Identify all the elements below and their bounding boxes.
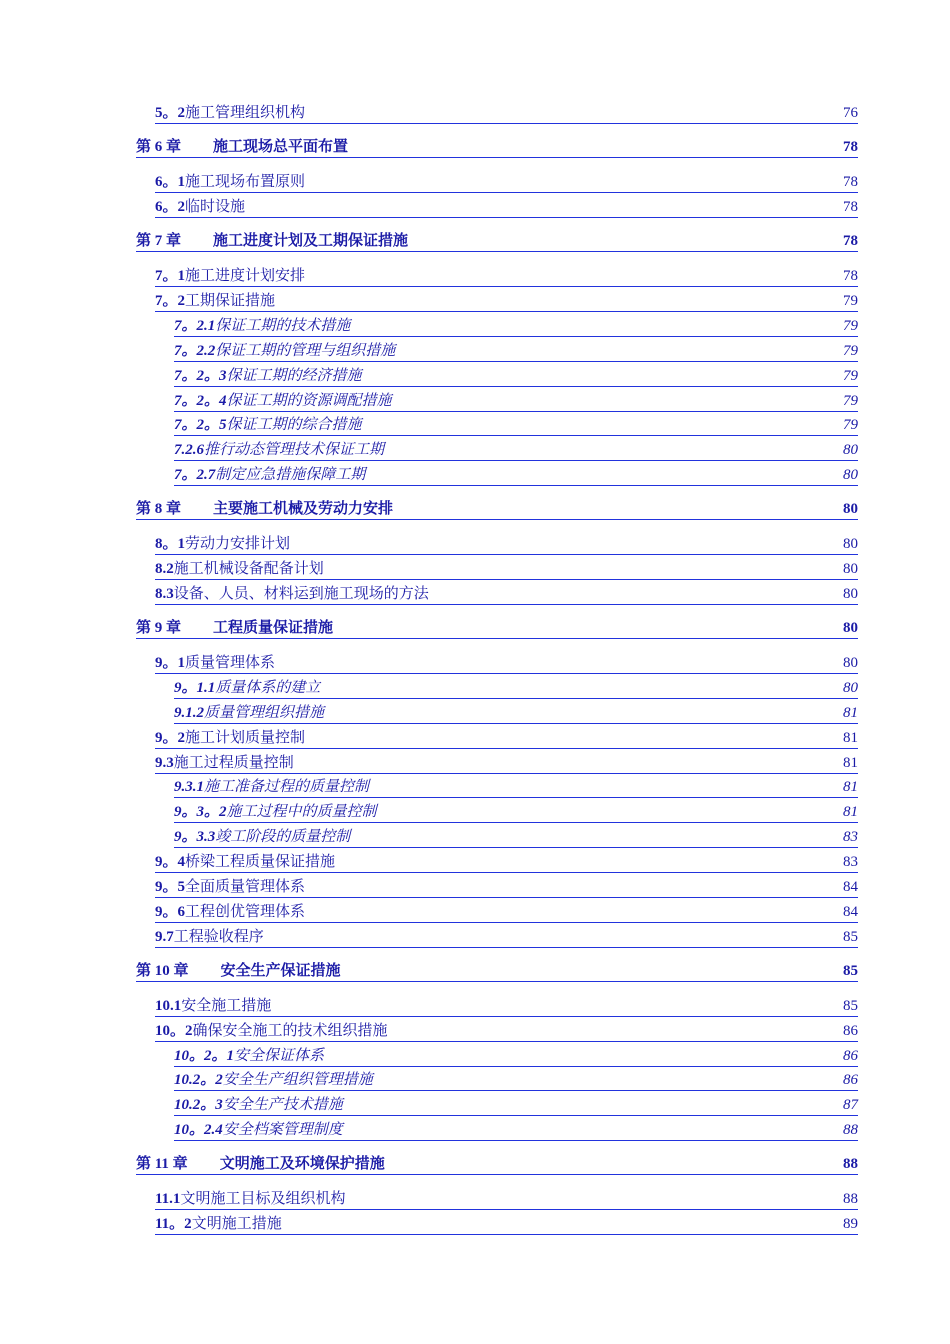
toc-entry-label: [155, 171, 305, 193]
toc-entry-page-number: 78: [843, 268, 858, 284]
toc-entry-number: 第 7 章: [136, 233, 182, 249]
toc-entry-title: 主要施工机械及劳动力安排: [213, 501, 394, 517]
toc-entry-label: [174, 801, 377, 823]
toc-entry-label: [174, 677, 320, 699]
toc-entry-page-number: 79: [843, 318, 858, 334]
toc-entry-label: [155, 727, 305, 749]
toc-entry-label: [155, 876, 305, 898]
toc-entry-label: [136, 960, 341, 982]
toc-entry-label: [155, 265, 305, 287]
toc-entry-number: 7。1: [155, 268, 186, 284]
toc-entry-label: [155, 901, 305, 923]
toc-entry-number: 7.2.6: [174, 442, 204, 458]
toc-entry-level3[interactable]: [174, 413, 858, 436]
toc-entry-label: [155, 290, 275, 312]
toc-entry-label: [155, 652, 275, 674]
toc-entry-label: [136, 136, 348, 158]
toc-entry-page-number: 80: [843, 586, 858, 602]
toc-entry-page-number: 78: [843, 174, 858, 190]
toc-entry-level3[interactable]: [174, 701, 858, 724]
toc-entry-title: 保证工期的技术措施: [215, 318, 351, 334]
toc-entry-level2[interactable]: [155, 532, 858, 555]
toc-entry-title: 安全施工措施: [181, 998, 272, 1014]
toc-entry-label: [136, 498, 393, 520]
toc-entry-level3[interactable]: [174, 1068, 858, 1091]
toc-entry-number: 10.2。2: [174, 1072, 223, 1088]
toc-entry-title: 施工管理组织机构: [185, 105, 306, 121]
toc-entry-title: 工期保证措施: [185, 293, 276, 309]
toc-entry-label: [174, 1094, 343, 1116]
toc-entry-label: [155, 583, 429, 605]
toc-entry-page-number: 85: [843, 963, 858, 979]
toc-entry-page-number: 78: [843, 199, 858, 215]
toc-entry-level1[interactable]: [136, 1152, 858, 1175]
toc-entry-number: 第 9 章: [136, 620, 182, 636]
toc-entry-level3[interactable]: [174, 364, 858, 387]
toc-entry-number: 10.2。3: [174, 1097, 223, 1113]
toc-entry-level3[interactable]: [174, 800, 858, 823]
toc-entry-title: 确保安全施工的技术组织措施: [192, 1023, 388, 1039]
toc-entry-title: 设备、人员、材料运到施工现场的方法: [173, 586, 429, 602]
toc-entry-page-number: 86: [843, 1048, 858, 1064]
toc-entry-number: 7。2。3: [174, 368, 227, 384]
toc-entry-title: 文明施工目标及组织机构: [180, 1191, 346, 1207]
toc-entry-title: 保证工期的综合措施: [226, 417, 362, 433]
toc-entry-title: 施工现场总平面布置: [213, 139, 349, 155]
toc-entry-label: [155, 752, 294, 774]
toc-entry-page-number: 85: [843, 998, 858, 1014]
toc-entry-level2[interactable]: [155, 925, 858, 948]
toc-entry-page-number: 80: [843, 561, 858, 577]
toc-entry-title: 制定应急措施保障工期: [215, 467, 366, 483]
toc-entry-label: [174, 1069, 373, 1091]
toc-entry-level1[interactable]: [136, 497, 858, 520]
toc-entry-label: [155, 196, 245, 218]
toc-entry-title: 安全保证体系: [234, 1048, 325, 1064]
toc-entry-number: 10。2.4: [174, 1122, 223, 1138]
toc-entry-level2[interactable]: [155, 582, 858, 605]
toc-entry-level2[interactable]: [155, 875, 858, 898]
toc-entry-level2[interactable]: [155, 726, 858, 749]
toc-entry-level2[interactable]: [155, 289, 858, 312]
toc-entry-number: 8.3: [155, 586, 174, 602]
toc-entry-title: 工程创优管理体系: [185, 904, 306, 920]
toc-entry-label: [174, 1119, 343, 1141]
toc-entry-level3[interactable]: [174, 825, 858, 848]
toc-entry-page-number: 78: [843, 233, 858, 249]
toc-entry-level2[interactable]: [155, 651, 858, 674]
toc-entry-level3[interactable]: [174, 676, 858, 699]
toc-entry-number: 6。2: [155, 199, 186, 215]
toc-entry-page-number: 79: [843, 393, 858, 409]
toc-entry-title: 施工机械设备配备计划: [173, 561, 324, 577]
toc-entry-level3[interactable]: [174, 463, 858, 486]
toc-entry-number: 9。3。2: [174, 804, 227, 820]
toc-entry-level3[interactable]: [174, 389, 858, 412]
toc-entry-level1[interactable]: [136, 959, 858, 982]
toc-entry-label: [155, 1213, 282, 1235]
toc-entry-number: 8.2: [155, 561, 174, 577]
toc-entry-title: 施工现场布置原则: [185, 174, 306, 190]
toc-entry-level2[interactable]: [155, 900, 858, 923]
toc-entry-page-number: 79: [843, 368, 858, 384]
toc-entry-page-number: 88: [843, 1191, 858, 1207]
toc-entry-level3[interactable]: [174, 775, 858, 798]
toc-entry-page-number: 79: [843, 293, 858, 309]
toc-entry-level3[interactable]: [174, 339, 858, 362]
toc-entry-page-number: 84: [843, 879, 858, 895]
toc-entry-title: 保证工期的资源调配措施: [226, 393, 392, 409]
toc-entry-number: 5。2: [155, 105, 186, 121]
toc-entry-number: 9.1.2: [174, 705, 204, 721]
toc-entry-title: 桥梁工程质量保证措施: [185, 854, 336, 870]
toc-entry-page-number: 83: [843, 854, 858, 870]
toc-entry-label: [155, 558, 324, 580]
toc-entry-number: 9。5: [155, 879, 186, 895]
toc-entry-page-number: 87: [843, 1097, 858, 1113]
toc-entry-page-number: 79: [843, 417, 858, 433]
toc-entry-label: [174, 365, 362, 387]
toc-entry-page-number: 84: [843, 904, 858, 920]
toc-entry-level2[interactable]: [155, 557, 858, 580]
toc-entry-title: 安全生产保证措施: [220, 963, 341, 979]
toc-entry-number: 9。1: [155, 655, 186, 671]
toc-entry-label: [174, 340, 395, 362]
toc-entry-number: 7。2.7: [174, 467, 216, 483]
toc-entry-page-number: 81: [843, 755, 858, 771]
toc-entry-number: 第 6 章: [136, 139, 182, 155]
toc-entry-title: 安全生产技术措施: [222, 1097, 343, 1113]
toc-entry-level1[interactable]: [136, 229, 858, 252]
toc-entry-level3[interactable]: [174, 1118, 858, 1141]
toc-entry-number: 9。1.1: [174, 680, 216, 696]
toc-entry-level1[interactable]: [136, 135, 858, 158]
toc-entry-title: 文明施工及环境保护措施: [219, 1156, 385, 1172]
toc-entry-label: [136, 1153, 385, 1175]
toc-entry-level1[interactable]: [136, 616, 858, 639]
toc-entry-number: 7。2。4: [174, 393, 227, 409]
toc-entry-label: [136, 230, 408, 252]
toc-entry-level2[interactable]: [155, 1187, 858, 1210]
toc-entry-label: [174, 1045, 324, 1067]
toc-entry-number: 9。6: [155, 904, 186, 920]
toc-entry-title: 施工过程中的质量控制: [226, 804, 377, 820]
toc-entry-label: [174, 390, 392, 412]
toc-entry-label: [155, 995, 271, 1017]
toc-entry-page-number: 80: [843, 536, 858, 552]
toc-entry-label: [155, 851, 335, 873]
toc-entry-page-number: 81: [843, 804, 858, 820]
toc-entry-title: 推行动态管理技术保证工期: [204, 442, 385, 458]
toc-entry-level2[interactable]: [155, 1019, 858, 1042]
toc-entry-title: 施工计划质量控制: [185, 730, 306, 746]
toc-entry-label: [174, 414, 362, 436]
toc-entry-number: 10。2。1: [174, 1048, 235, 1064]
toc-entry-number: 第 10 章: [136, 963, 189, 979]
toc-entry-number: 9。2: [155, 730, 186, 746]
toc-entry-number: 9。3.3: [174, 829, 216, 845]
toc-entry-number: 6。1: [155, 174, 186, 190]
toc-entry-number: 7。2。5: [174, 417, 227, 433]
toc-entry-page-number: 80: [843, 467, 858, 483]
toc-entry-label: [174, 315, 350, 337]
toc-entry-number: 9.3: [155, 755, 174, 771]
toc-entry-label: [155, 926, 264, 948]
toc-entry-level2[interactable]: [155, 101, 858, 124]
toc-entry-page-number: 81: [843, 705, 858, 721]
toc-entry-page-number: 88: [843, 1156, 858, 1172]
toc-entry-level2[interactable]: [155, 170, 858, 193]
toc-entry-label: [155, 1020, 388, 1042]
toc-entry-title: 质量体系的建立: [215, 680, 321, 696]
toc-entry-level2[interactable]: [155, 195, 858, 218]
toc-entry-title: 施工进度计划安排: [185, 268, 306, 284]
toc-entry-page-number: 80: [843, 655, 858, 671]
toc-entry-number: 11.1: [155, 1191, 181, 1207]
toc-entry-page-number: 81: [843, 730, 858, 746]
toc-entry-title: 全面质量管理体系: [185, 879, 306, 895]
toc-entry-title: 质量管理组织措施: [204, 705, 325, 721]
toc-entry-label: [174, 464, 365, 486]
toc-entry-label: [174, 826, 350, 848]
toc-entry-number: 7。2: [155, 293, 186, 309]
toc-entry-title: 施工进度计划及工期保证措施: [213, 233, 409, 249]
toc-entry-page-number: 78: [843, 139, 858, 155]
toc-entry-title: 临时设施: [185, 199, 246, 215]
toc-entry-page-number: 79: [843, 343, 858, 359]
toc-entry-page-number: 80: [843, 442, 858, 458]
toc-entry-title: 劳动力安排计划: [185, 536, 291, 552]
toc-entry-level2[interactable]: [155, 994, 858, 1017]
toc-entry-label: [155, 533, 290, 555]
toc-entry-title: 文明施工措施: [191, 1216, 282, 1232]
toc-entry-label: [174, 439, 384, 461]
toc-entry-page-number: 89: [843, 1216, 858, 1232]
toc-entry-title: 保证工期的管理与组织措施: [215, 343, 396, 359]
toc-entry-number: 第 8 章: [136, 501, 182, 517]
toc-entry-title: 竣工阶段的质量控制: [215, 829, 351, 845]
toc-entry-level2[interactable]: [155, 850, 858, 873]
toc-entry-number: 10。2: [155, 1023, 193, 1039]
toc-entry-label: [155, 1188, 345, 1210]
toc-entry-level3[interactable]: [174, 1093, 858, 1116]
toc-entry-number: 第 11 章: [136, 1156, 188, 1172]
toc-entry-title: 工程验收程序: [173, 929, 264, 945]
toc-entry-number: 11。2: [155, 1216, 192, 1232]
toc-entry-label: [174, 702, 324, 724]
toc-entry-title: 工程质量保证措施: [213, 620, 334, 636]
toc-entry-title: 安全生产组织管理措施: [222, 1072, 373, 1088]
toc-entry-page-number: 80: [843, 620, 858, 636]
toc-entry-title: 质量管理体系: [185, 655, 276, 671]
toc-entry-label: [174, 776, 369, 798]
toc-entry-level3[interactable]: [174, 1044, 858, 1067]
toc-entry-page-number: 86: [843, 1072, 858, 1088]
toc-entry-title: 施工过程质量控制: [173, 755, 294, 771]
toc-entry-number: 7。2.1: [174, 318, 216, 334]
toc-entry-page-number: 80: [843, 501, 858, 517]
toc-entry-level2[interactable]: [155, 751, 858, 774]
toc-entry-title: 安全档案管理制度: [222, 1122, 343, 1138]
toc-entry-level3[interactable]: [174, 314, 858, 337]
toc-entry-number: 8。1: [155, 536, 186, 552]
toc-entry-label: [155, 102, 305, 124]
toc-entry-number: 9.7: [155, 929, 174, 945]
toc-entry-number: 9。4: [155, 854, 186, 870]
toc-entry-page-number: 83: [843, 829, 858, 845]
toc-entry-level2[interactable]: [155, 1212, 858, 1235]
toc-entry-number: 10.1: [155, 998, 182, 1014]
toc-entry-level2[interactable]: [155, 264, 858, 287]
toc-entry-title: 施工准备过程的质量控制: [204, 779, 370, 795]
toc-entry-number: 7。2.2: [174, 343, 216, 359]
toc-entry-page-number: 76: [843, 105, 858, 121]
toc-entry-page-number: 85: [843, 929, 858, 945]
toc-entry-number: 9.3.1: [174, 779, 204, 795]
toc-entry-page-number: 80: [843, 680, 858, 696]
toc-entry-label: [136, 617, 333, 639]
toc-entry-level3[interactable]: [174, 438, 858, 461]
toc-entry-page-number: 86: [843, 1023, 858, 1039]
toc-entry-title: 保证工期的经济措施: [226, 368, 362, 384]
toc-entry-page-number: 88: [843, 1122, 858, 1138]
toc-entry-page-number: 81: [843, 779, 858, 795]
